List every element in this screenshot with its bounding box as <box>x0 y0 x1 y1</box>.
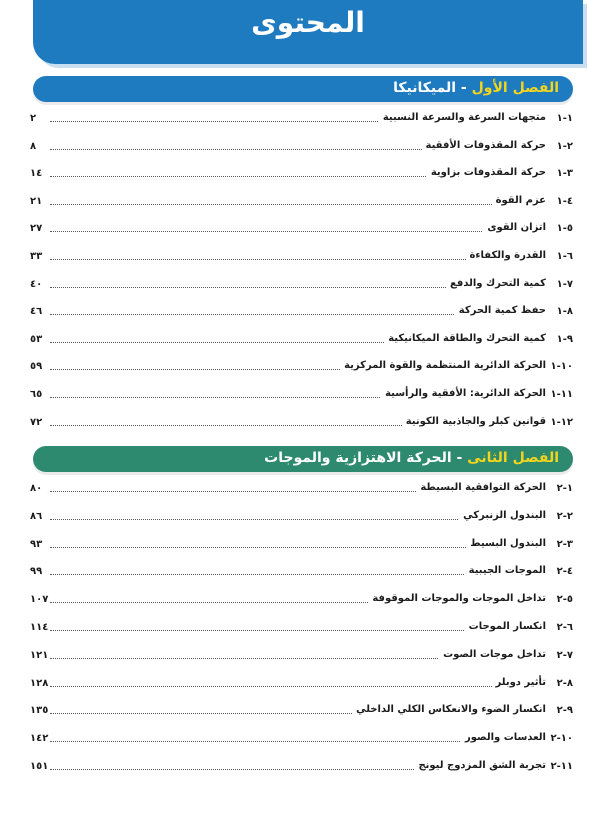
chapter-1-name: الميكانيكا <box>393 80 457 96</box>
toc-entry-number: ٥-٢ <box>556 594 573 605</box>
toc-entry-title: العدسات والصور <box>461 732 546 743</box>
toc-entry-page: ١٤٢ <box>30 733 49 744</box>
toc-entry[interactable] <box>30 278 573 294</box>
toc-entry-number: ١٠-٢ <box>550 733 573 744</box>
toc-entry-page: ٧٢ <box>30 417 43 428</box>
toc-entry-number: ١١-١ <box>550 389 573 400</box>
toc-entry[interactable] <box>30 388 573 404</box>
chapter-2-separator: - <box>451 450 468 466</box>
toc-entry-title: تأثير دوبلر <box>492 677 546 688</box>
toc-dot-leader <box>50 686 546 687</box>
toc-entry-number: ٧-١ <box>556 279 573 290</box>
toc-entry[interactable] <box>30 565 573 581</box>
toc-entry-number: ٤-١ <box>556 196 573 207</box>
toc-entry[interactable] <box>30 167 573 183</box>
toc-entry-page: ١٢٨ <box>30 678 49 689</box>
toc-entry-number: ٣-٢ <box>556 539 573 550</box>
toc-entry-number: ٢-٢ <box>556 511 573 522</box>
toc-entry-number: ١-١ <box>556 113 573 124</box>
toc-entry[interactable] <box>30 621 573 637</box>
toc-entry-title: كمية التحرك والطاقة الميكانيكية <box>384 333 546 344</box>
toc-entry[interactable] <box>30 360 573 376</box>
toc-entry-page: ١٢١ <box>30 650 49 661</box>
toc-entry[interactable] <box>30 305 573 321</box>
toc-entry-title: الحركة التوافقية البسيطة <box>416 482 546 493</box>
toc-entry-number: ٥-١ <box>556 223 573 234</box>
toc-entry-number: ٧-٢ <box>556 650 573 661</box>
toc-entry-number: ٩-١ <box>556 334 573 345</box>
toc-entry[interactable] <box>30 222 573 238</box>
toc-entry-title: تداخل موجات الصوت <box>439 649 546 660</box>
toc-entry-number: ١-٢ <box>556 483 573 494</box>
toc-entry[interactable] <box>30 416 573 432</box>
contents-header <box>33 0 583 64</box>
toc-entry-title: البندول الزنبركي <box>459 510 546 521</box>
toc-entry[interactable] <box>30 677 573 693</box>
toc-entry-title: قوانين كبلر والجاذبية الكونية <box>402 416 546 427</box>
toc-entry-number: ٦-٢ <box>556 622 573 633</box>
toc-entry-page: ٩٣ <box>30 539 43 550</box>
chapter-1-label: الفصل الأول <box>471 80 559 96</box>
toc-entry-title: انكسار الضوء والانعكاس الكلي الداخلي <box>352 704 546 715</box>
toc-entry-title: تجربة الشق المزدوج ليونج <box>414 760 546 771</box>
toc-entry-page: ١٠٧ <box>30 594 49 605</box>
toc-entry[interactable] <box>30 112 573 128</box>
toc-entry-title: حفظ كمية الحركة <box>455 305 546 316</box>
toc-entry-title: القدرة والكفاءة <box>466 250 546 261</box>
toc-entry[interactable] <box>30 538 573 554</box>
toc-entry-number: ١٢-١ <box>550 417 573 428</box>
toc-entry-title: كمية التحرك والدفع <box>446 278 546 289</box>
toc-entry-page: ٢١ <box>30 196 43 207</box>
toc-entry-page: ٥٣ <box>30 334 43 345</box>
toc-entry[interactable] <box>30 593 573 609</box>
toc-entry-page: ١٣٥ <box>30 705 49 716</box>
toc-entry[interactable] <box>30 250 573 266</box>
chapter-2-title <box>264 450 559 466</box>
toc-entry-title: متجهات السرعة والسرعة النسبية <box>379 112 546 123</box>
toc-entry-page: ٤٦ <box>30 306 43 317</box>
toc-entry-title: عزم القوة <box>492 195 546 206</box>
toc-entry-page: ١٤ <box>30 168 43 179</box>
toc-entry-number: ٨-١ <box>556 306 573 317</box>
toc-entry-page: ٨٠ <box>30 483 43 494</box>
toc-entry-page: ٨٦ <box>30 511 43 522</box>
toc-entry-number: ٩-٢ <box>556 705 573 716</box>
toc-entry[interactable] <box>30 482 573 498</box>
toc-entry-title: اتزان القوى <box>483 222 546 233</box>
toc-entry[interactable] <box>30 195 573 211</box>
toc-entry-number: ٣-١ <box>556 168 573 179</box>
toc-dot-leader <box>50 231 546 232</box>
toc-entry-title: انكسار الموجات <box>465 621 546 632</box>
toc-entry[interactable] <box>30 649 573 665</box>
toc-entry-page: ٢٧ <box>30 223 43 234</box>
toc-entry-number: ٢-١ <box>556 141 573 152</box>
toc-entry-title: تداخل الموجات والموجات الموقوفة <box>368 593 546 604</box>
toc-entry[interactable] <box>30 760 573 776</box>
toc-entry-number: ٦-١ <box>556 251 573 262</box>
toc-entry[interactable] <box>30 140 573 156</box>
toc-entry-title: الموجات الجيبية <box>465 565 546 576</box>
page-title: المحتوى <box>251 6 365 39</box>
toc-entry-page: ٤٠ <box>30 279 43 290</box>
toc-entry-page: ٨ <box>30 141 37 152</box>
toc-entry[interactable] <box>30 704 573 720</box>
toc-entry-title: الحركة الدائرية: الأفقية والرأسية <box>381 388 546 399</box>
toc-entry-number: ٨-٢ <box>556 678 573 689</box>
toc-entry-title: حركة المقذوفات الأفقية <box>422 140 546 151</box>
toc-entry-number: ٤-٢ <box>556 566 573 577</box>
toc-entry-title: البندول البسيط <box>466 538 546 549</box>
chapter-1-heading[interactable] <box>33 76 573 102</box>
toc-entry-page: ١٥١ <box>30 761 49 772</box>
toc-entry-number: ١٠-١ <box>550 361 573 372</box>
toc-entry-page: ١١٤ <box>30 622 49 633</box>
chapter-2-heading[interactable] <box>33 446 573 472</box>
toc-entry-number: ١١-٢ <box>550 761 573 772</box>
toc-entry-page: ٣٣ <box>30 251 43 262</box>
toc-entry[interactable] <box>30 333 573 349</box>
toc-entry-page: ٥٩ <box>30 361 43 372</box>
toc-entry-title: حركة المقذوفات بزاوية <box>427 167 546 178</box>
chapter-2-name: الحركة الاهتزازية والموجات <box>264 450 452 466</box>
toc-entry-title: الحركة الدائرية المنتظمة والقوة المركزية <box>340 360 546 371</box>
chapter-1-title <box>393 80 559 96</box>
toc-entry[interactable] <box>30 732 573 748</box>
toc-entry[interactable] <box>30 510 573 526</box>
toc-entry-page: ٦٥ <box>30 389 43 400</box>
chapter-1-separator: - <box>456 80 472 96</box>
toc-entry-page: ٢ <box>30 113 37 124</box>
toc-entry-page: ٩٩ <box>30 566 43 577</box>
toc-dot-leader <box>50 204 546 205</box>
chapter-2-label: الفصل الثانى <box>467 450 559 466</box>
